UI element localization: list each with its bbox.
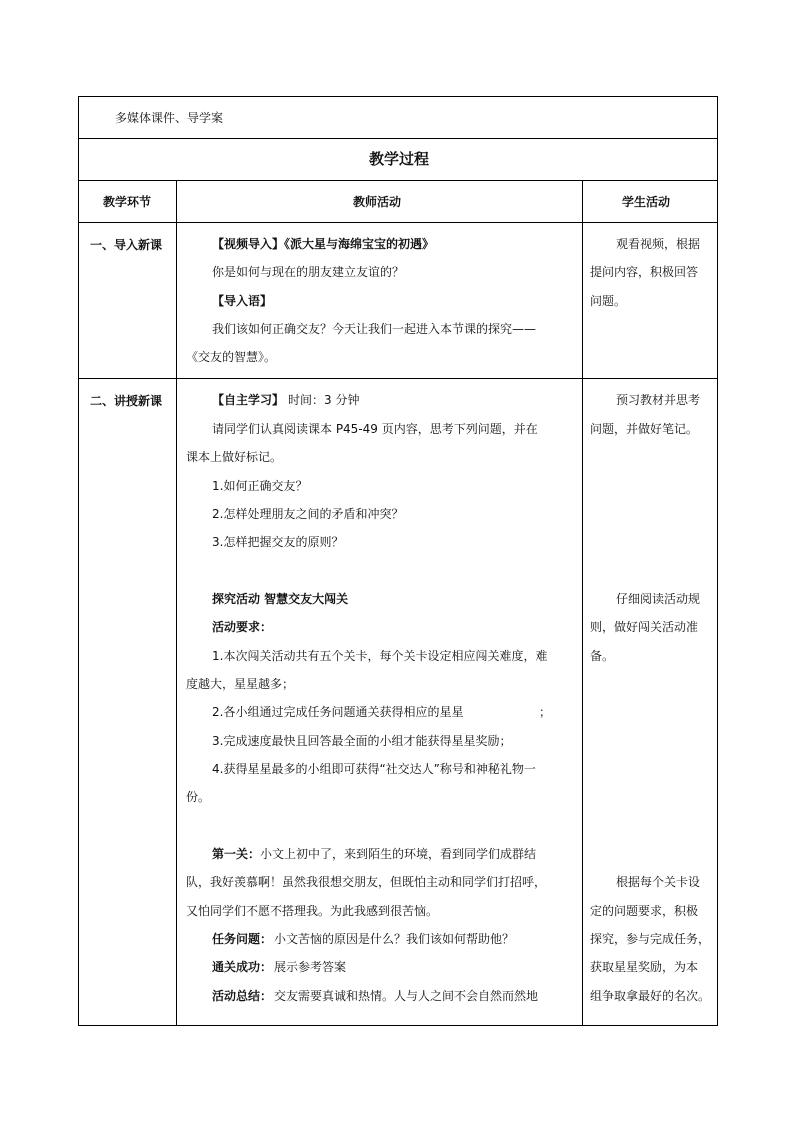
question-1: 1.如何正确交友？ [212, 479, 308, 493]
lesson-table [78, 96, 718, 1026]
instruction-line-1: 请同学们认真阅读课本 P45-49 页内容，思考下列问题，并在 [212, 422, 538, 436]
student-rules-line-1: 仔细阅读活动规 [616, 592, 701, 606]
student-task-line-2: 定的问题要求，积极 [590, 904, 699, 918]
lecture-row [79, 379, 717, 1025]
task-label: 任务问题： [212, 932, 273, 946]
rule-2-end: ； [539, 705, 552, 719]
student-prep-line-1: 预习教材并思考 [616, 393, 701, 407]
level-1-label: 第一关： [212, 847, 261, 861]
column-divider-2 [582, 181, 583, 1025]
level-1-line-3: 又怕同学们不愿不搭理我。为此我感到很苦恼。 [186, 904, 439, 918]
summary-label: 活动总结： [212, 989, 273, 1003]
section-title: 教学过程 [369, 150, 430, 168]
task-text: 小文苦恼的原因是什么？我们该如何帮助他？ [274, 932, 515, 946]
level-1-line-2: 队，我好羡慕啊！虽然我很想交朋友，但既怕主动和同学们打招呼， [186, 875, 547, 889]
level-1-line-1: 小文上初中了，来到陌生的环境，看到同学们成群结 [260, 847, 537, 861]
intro-row [79, 223, 717, 379]
intro-stage: 一、导入新课 [90, 238, 163, 252]
pass-label: 通关成功： [212, 960, 273, 974]
header-student: 学生活动 [622, 195, 671, 209]
question-3: 3.怎样把握交友的原则？ [212, 535, 344, 549]
rule-1-line-1: 1.本次闯关活动共有五个关卡，每个关卡设定相应闯关难度，难 [212, 649, 548, 663]
intro-teacher-line-1: 【视频导入】《派大星与海绵宝宝的初遇》 [212, 237, 435, 251]
student-rules-line-3: 备。 [590, 649, 615, 663]
header-teacher: 教师活动 [353, 195, 402, 209]
intro-student-line-2: 提问内容，积极回答 [590, 265, 699, 279]
intro-teacher-line-2: 你是如何与现在的朋友建立友谊的？ [212, 265, 405, 279]
student-task-line-4: 获取星星奖励，为本 [590, 960, 699, 974]
header-row [79, 181, 717, 223]
rule-3: 3.完成速度最快且回答最全面的小组才能获得星星奖励； [212, 734, 512, 748]
column-divider-1 [176, 181, 177, 1025]
section-title-row [79, 139, 717, 181]
self-study-label: 【自主学习】 [212, 393, 285, 407]
rule-4-line-1: 4.获得星星最多的小组即可获得“社交达人”称号和神秘礼物一 [212, 762, 536, 776]
requirements-label: 活动要求： [212, 620, 273, 634]
materials-text: 多媒体课件、导学案 [115, 111, 224, 125]
intro-student-line-3: 问题。 [590, 294, 627, 308]
intro-teacher-line-3: 【导入语】 [212, 294, 273, 308]
intro-teacher-line-5: 《交友的智慧》。 [186, 350, 277, 364]
lesson-plan-page [78, 96, 718, 1026]
activity-title: 探究活动 智慧交友大闯关 [212, 592, 349, 606]
student-prep-line-2: 问题，并做好笔记。 [590, 422, 699, 436]
student-task-line-1: 根据每个关卡设 [616, 875, 701, 889]
student-rules-line-2: 则，做好闯关活动准 [590, 620, 699, 634]
student-task-line-5: 组争取拿最好的名次。 [590, 989, 711, 1003]
materials-row [79, 97, 717, 139]
intro-student-line-1: 观看视频，根据 [616, 237, 701, 251]
rule-1-line-2: 度越大，星星越多； [186, 677, 295, 691]
lecture-stage: 二、讲授新课 [90, 394, 163, 408]
summary-text: 交友需要真诚和热情。人与人之间不会自然而然地 [274, 989, 539, 1003]
instruction-line-2: 课本上做好标记。 [186, 450, 283, 464]
student-task-line-3: 探究，参与完成任务， [590, 932, 711, 946]
header-stage: 教学环节 [103, 195, 152, 209]
self-study-time: 时间：3 分钟 [288, 393, 360, 407]
intro-teacher-line-4: 我们该如何正确交友？今天让我们一起进入本节课的探究—— [212, 322, 537, 336]
question-2: 2.怎样处理朋友之间的矛盾和冲突？ [212, 507, 404, 521]
rule-4-line-2: 份。 [186, 790, 211, 804]
rule-2: 2.各小组通过完成任务问题通关获得相应的星星 [212, 705, 464, 719]
pass-text: 展示参考答案 [274, 960, 347, 974]
